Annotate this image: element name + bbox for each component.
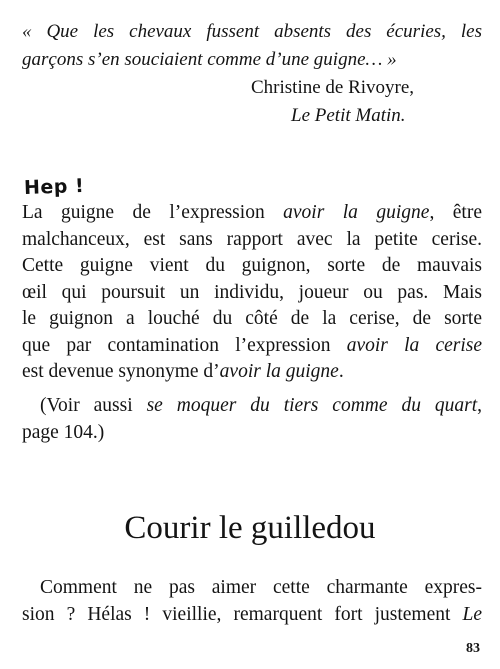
epigraph-quote	[22, 18, 482, 74]
text-line: page 104.)	[22, 421, 105, 443]
text-run: La guigne de l’expression	[22, 202, 284, 223]
text-line	[22, 333, 482, 360]
italic-run: avoir la guigne	[283, 202, 430, 223]
italic-run: se moquer du tiers comme du quart	[146, 395, 478, 416]
paragraph-guigne	[22, 200, 482, 386]
text-line: œil qui poursuit un individu, joueur ou pas. Mais	[22, 281, 482, 303]
page-number: 83	[466, 641, 480, 656]
text-line: le guignon a louché du côté de la cerise, de sorte	[22, 308, 482, 329]
text-line	[22, 393, 482, 420]
paragraph-see-also	[22, 393, 482, 446]
text-line: Cette guigne vient du guignon, sorte de mauvais	[22, 255, 482, 276]
quote-line-1: « Que les chevaux fussent absents des écuries, les	[22, 21, 482, 42]
italic-run: Le	[462, 603, 482, 625]
text-line	[22, 200, 482, 227]
text-line: Comment ne pas aimer cette charmante expres-	[40, 577, 482, 598]
text-run: ,	[477, 395, 483, 416]
attribution-author: Christine de Rivoyre,	[251, 77, 415, 98]
paragraph-guilledou	[22, 575, 482, 628]
section-title: Courir le guilledou	[124, 510, 376, 546]
text-run: (Voir aussi	[40, 395, 147, 416]
text-run: , être	[429, 202, 482, 223]
sidebar-label: Hep !	[23, 174, 85, 200]
attribution-work: Le Petit Matin.	[291, 105, 406, 126]
text-line: malchanceux, est sans rapport avec la petite cerise.	[22, 228, 482, 250]
text-run: est devenue synonyme d’	[22, 361, 220, 382]
italic-run: avoir la cerise	[346, 334, 483, 356]
text-line	[22, 359, 482, 386]
text-line	[22, 602, 482, 629]
text-run: que par contamination l’expression	[22, 334, 347, 356]
text-run: sion ? Hélas ! vieillie, remarquent fort justement	[22, 603, 463, 625]
italic-run: avoir la guigne	[219, 361, 339, 382]
text-run: .	[338, 361, 344, 382]
quote-line-2: garçons s’en souciaient comme d’une guigne… »	[22, 49, 397, 70]
